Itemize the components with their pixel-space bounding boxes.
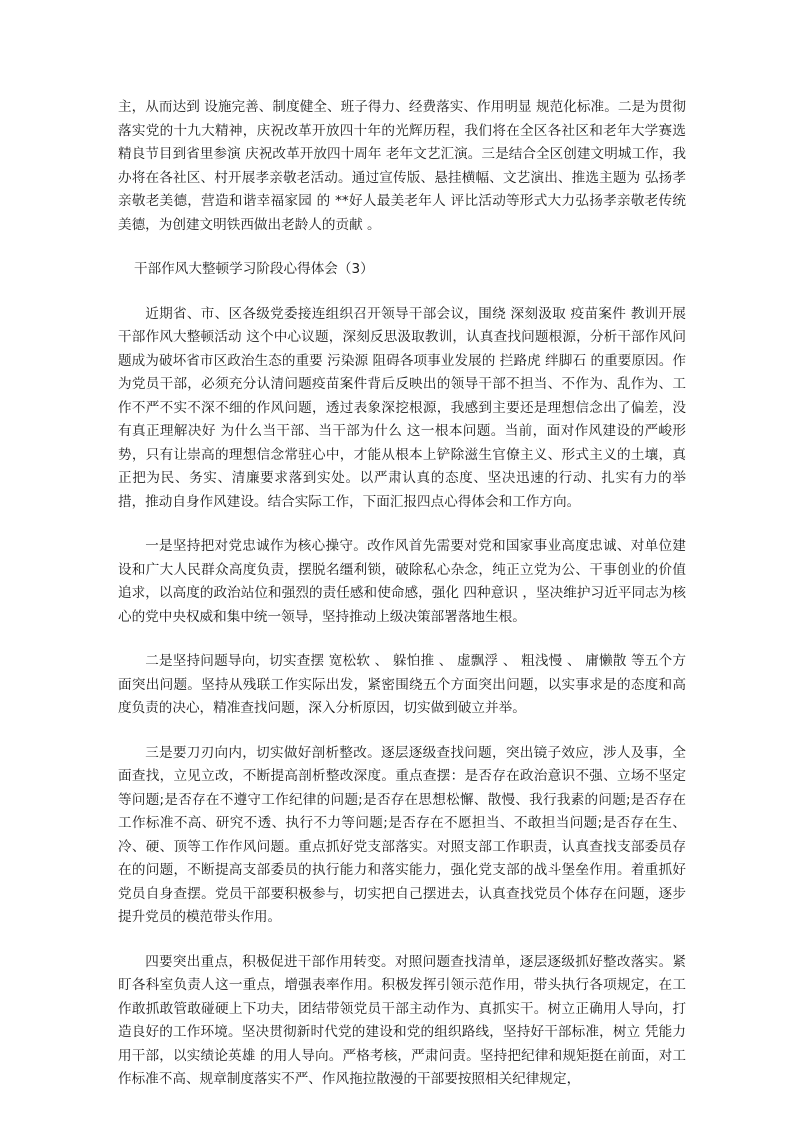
body-paragraph-4: 三是要刀刃向内，切实做好剖析整改。逐层逐级查找问题，突出镜子效应，涉人及事，全面查找，立见立改，不断提高剖析整改深度。重点查摆：是否存在政治意识不强、立场不坚定等问题;是否存在不遵守工作纪律的问题;是否存在思想松懈、散慢、我行我素的问题;是否存在工作标准不高、研究不透、执行不力等问题;是否存在不愿担当、不敢担当问题;是否存在生、冷、硬、顶等工作作风问题。重点抓好党支部落实。对照支部工作职责，认真查找支部委员存在的问题，不断提高支部委员的执行能力和落实能力，强化党支部的战斗堡垒作用。着重抓好党员自身查摆。党员干部要积极参与，切实把自己摆进去，认真查找党员个体存在问题，逐步提升党员的模范带头作用。 (118, 744, 686, 925)
document-page (118, 96, 686, 1092)
section-title: 干部作风大整顿学习阶段心得体会（3） (134, 261, 374, 277)
body-paragraph-5: 四要突出重点，积极促进干部作用转变。对照问题查找清单，逐层逐级抓好整改落实。紧盯各科室负责人这一重点，增强表率作用。积极发挥引领示范作用，带头执行各项规定，在工作敢抓敢管敢碰硬上下功夫，团结带领党员干部主动作为、真抓实干。树立正确用人导向，打造良好的工作环境。坚决贯彻新时代党的建设和党的组织路线，坚持好干部标准，树立 凭能力用干部，以实绩论英雄 的用人导向。严格考核，严肃问责。坚持把纪律和规矩挺在前面，对工作标准不高、规章制度落实不严、作风拖拉散漫的干部要按照相关纪律规定， (118, 953, 686, 1087)
body-paragraph-1: 近期省、市、区各级党委接连组织召开领导干部会议，围绕 深刻汲取 疫苗案件 教训开展干部作风大整顿活动 这个中心议题，深刻反思汲取教训，认真查找问题根源，分析干部作风问题成为破坏省市区政治生态的重要 污染源 阻碍各项事业发展的 拦路虎 绊脚石 的重要原因。作为党员干部，必须充分认清问题疫苗案件背后反映出的领导干部不担当、不作为、乱作为、工作不严不实不深不细的作风问题，透过表象深挖根源，我感到主要还是理想信念出了偏差，没有真正理解决好 为什么当干部、当干部为什么 这一根本问题。当前，面对作风建设的严峻形势，只有让崇高的理想信念常驻心中，才能从根本上铲除滋生官僚主义、形式主义的土壤，真正把为民、务实、清廉要求落到实处。以严肃认真的态度、坚决迅速的行动、扎实有力的举措，推动自身作风建设。结合实际工作，下面汇报四点心得体会和工作方向。 (118, 305, 686, 510)
intro-paragraph: 主，从而达到 设施完善、制度健全、班子得力、经费落实、作用明显 规范化标准。二是为贯彻落实党的十九大精神，庆祝改革开放四十年的光辉历程，我们将在全区各社区和老年大学赛选精良节目到省里参演 庆祝改革开放四十周年 老年文艺汇演。三是结合全区创建文明城工作，我办将在各社区、村开展孝亲敬老活动。通过宣传版、悬挂横幅、文艺演出、推选主题为 弘扬孝亲敬老美德，营造和谐幸福家园 的 **好人最美老年人 评比活动等形式大力弘扬孝亲敬老传统美德，为创建文明铁西做出老龄人的贡献 。 (118, 99, 686, 233)
body-paragraph-3: 二是坚持问题导向，切实查摆 宽松软 、 躲怕推 、 虚飘浮 、 粗浅慢 、 庸懒散 等五个方面突出问题。坚持从残联工作实际出发，紧密围绕五个方面突出问题，以实事求是的态度和高度负责的决心，精准查找问题，深入分析原因，切实做到破立并举。 (118, 653, 686, 716)
body-paragraph-2: 一是坚持把对党忠诚作为核心操守。改作风首先需要对党和国家事业高度忠诚、对单位建设和广大人民群众高度负责，摆脱名缰利锁，破除私心杂念，纯正立党为公、干事创业的价值追求，以高度的政治站位和强烈的责任感和使命感，强化 四种意识 ，坚决维护习近平同志为核心的党中央权威和集中统一领导，坚持推动上级决策部署落地生根。 (118, 538, 686, 625)
